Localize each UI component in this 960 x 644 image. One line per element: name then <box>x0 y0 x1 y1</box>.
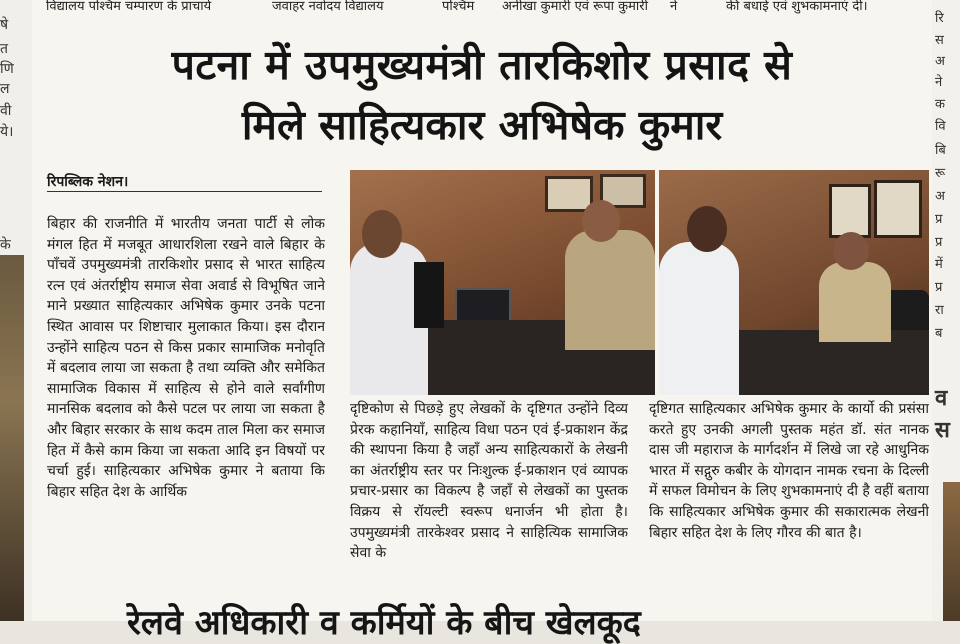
byline-divider <box>47 191 322 192</box>
photo-meeting-2 <box>659 170 929 395</box>
person-head <box>362 210 402 258</box>
article-column-1: बिहार की राजनीति में भारतीय जनता पार्टी से लोक मंगल हित में मजबूत आधारशिला रखने वाले बिहार के पाँचवें उपमुख्यमंत्री तारकिशोर प्रसाद से भारत साहित्य रत्न एवं अंतर्राष्ट्रीय समाज सेवा अवार्ड से विभूषित जाने माने प्रख्यात साहित्यकार अभिषेक कुमार उनके पटना स्थित आवास पर शिष्टाचार मुलाकात किया। इस दौरान उन्होंने साहित्य पठन से किस प्रकार सामाजिक मनोवृति में बदलाव लाया जा सकता है तथा व्यक्ति और समेकित सामाजिक विकास में साहित्य से होने वाले सर्वांगीण मानसिक बदलाव को कैसे पटल पर लाया जा सकता है और बिहार सरकार के साथ कदम ताल मिला कर समाज हित में कैसे काम किया जा सकता आदि इन विषयों पर चर्चा हुई। साहित्यकार अभिषेक कुमार ने बताया कि बिहार सहित देश के आर्थिक <box>47 216 325 500</box>
left-fragment: षे <box>0 17 9 33</box>
top-fragment: की बधाई एवं शुभकामनाएं दी। <box>726 0 868 14</box>
right-fragment: प्र <box>935 280 943 295</box>
left-page-photo <box>0 255 24 621</box>
right-fragment: ने <box>935 75 943 90</box>
wall-portrait <box>874 180 922 238</box>
person-head <box>582 200 620 242</box>
right-fragment: क <box>935 97 945 112</box>
right-fragment: में <box>935 257 943 272</box>
article-column-3: दृष्टिगत साहित्यकार अभिषेक कुमार के कार्यो की प्रसंसा करते हुए उनकी अगली पुस्तक महंत डॉ. संत नानक दास जी महाराज के मार्गदर्शन में लिखे जा रहे आधुनिक भारत में सद्गुरु कबीर के योगदान नामक रचना के दिल्ली में सफल विमोचन के लिए शुभकामनाएं दी है वहीं बताया कि साहित्यकार अभिषेक कुमार की सकारात्मक लेखनी बिहार सहित देश के लिए गौरव की बात है। <box>649 401 929 541</box>
right-fragment: अ <box>935 54 945 69</box>
left-fragment: ये। <box>0 124 14 140</box>
right-fragment: व <box>935 386 948 411</box>
top-fragment: ने <box>670 0 678 14</box>
person-head <box>833 232 869 270</box>
top-fragment: अनीखा कुमारी एवं रूपा कुमारी <box>502 0 648 14</box>
headline-line-1: पटना में उपमुख्यमंत्री तारकिशोर प्रसाद से <box>171 41 793 89</box>
right-fragment: प्र <box>935 212 943 227</box>
photo-meeting-1 <box>350 170 655 395</box>
newspaper-page <box>32 0 932 643</box>
person-head <box>687 206 727 252</box>
right-fragment: अ <box>935 189 945 204</box>
right-fragment: रि <box>935 11 944 26</box>
top-fragment: विद्यालय पश्चिम चम्पारण के प्राचार्य <box>46 0 212 14</box>
byline: रिपब्लिक नेशन। <box>47 174 129 190</box>
right-fragment: रा <box>935 303 944 318</box>
person-standing <box>414 262 444 328</box>
left-fragment: ल <box>0 81 10 97</box>
right-fragment: स <box>935 418 950 443</box>
person-deputy-cm <box>819 262 891 342</box>
left-fragment: वी <box>0 103 12 119</box>
right-fragment: प्र <box>935 235 943 250</box>
right-fragment: रू <box>935 166 946 181</box>
next-headline-partial: रेलवे अधिकारी व कर्मियों के बीच खेलकूद <box>127 603 641 643</box>
person-white-tshirt <box>659 242 739 395</box>
right-fragment: ब <box>935 326 943 341</box>
headline-line-2: मिले साहित्यकार अभिषेक कुमार <box>241 101 723 149</box>
article-column-2: दृष्टिकोण से पिछड़े हुए लेखकों के दृष्टिगत उन्होंने दिव्य प्रेरक कहानियाँ, साहित्य विधा पठन एवं ई-प्रकाशन केंद्र की स्थापना किया है जहाँ अन्य साहित्यकारों के लेखनी का अंतर्राष्ट्रीय स्तर पर निःशुल्क ई-प्रकाशन एवं व्यापक प्रचार-प्रसार का विकल्प है जहाँ से लेखकों का पुस्तक विक्रय से रॉयल्टी स्वरूप धनार्जन भी होता है। उपमुख्यमंत्री तारकेश्वर प्रसाद ने साहित्यिक सामाजिक सेवा के <box>350 401 628 562</box>
right-page-photo <box>943 482 960 621</box>
previous-article-tail <box>32 0 932 12</box>
right-fragment: बि <box>935 143 946 158</box>
left-fragment: त <box>0 41 8 57</box>
right-fragment: स <box>935 33 944 48</box>
person-deputy-cm <box>565 230 655 350</box>
top-fragment: जवाहर नवोदय विद्यालय <box>272 0 384 14</box>
top-fragment: पश्चिम <box>442 0 475 14</box>
wall-portrait <box>829 184 871 238</box>
left-fragment: णि <box>0 61 14 77</box>
right-fragment: वि <box>935 119 946 134</box>
left-fragment: के <box>0 237 11 253</box>
